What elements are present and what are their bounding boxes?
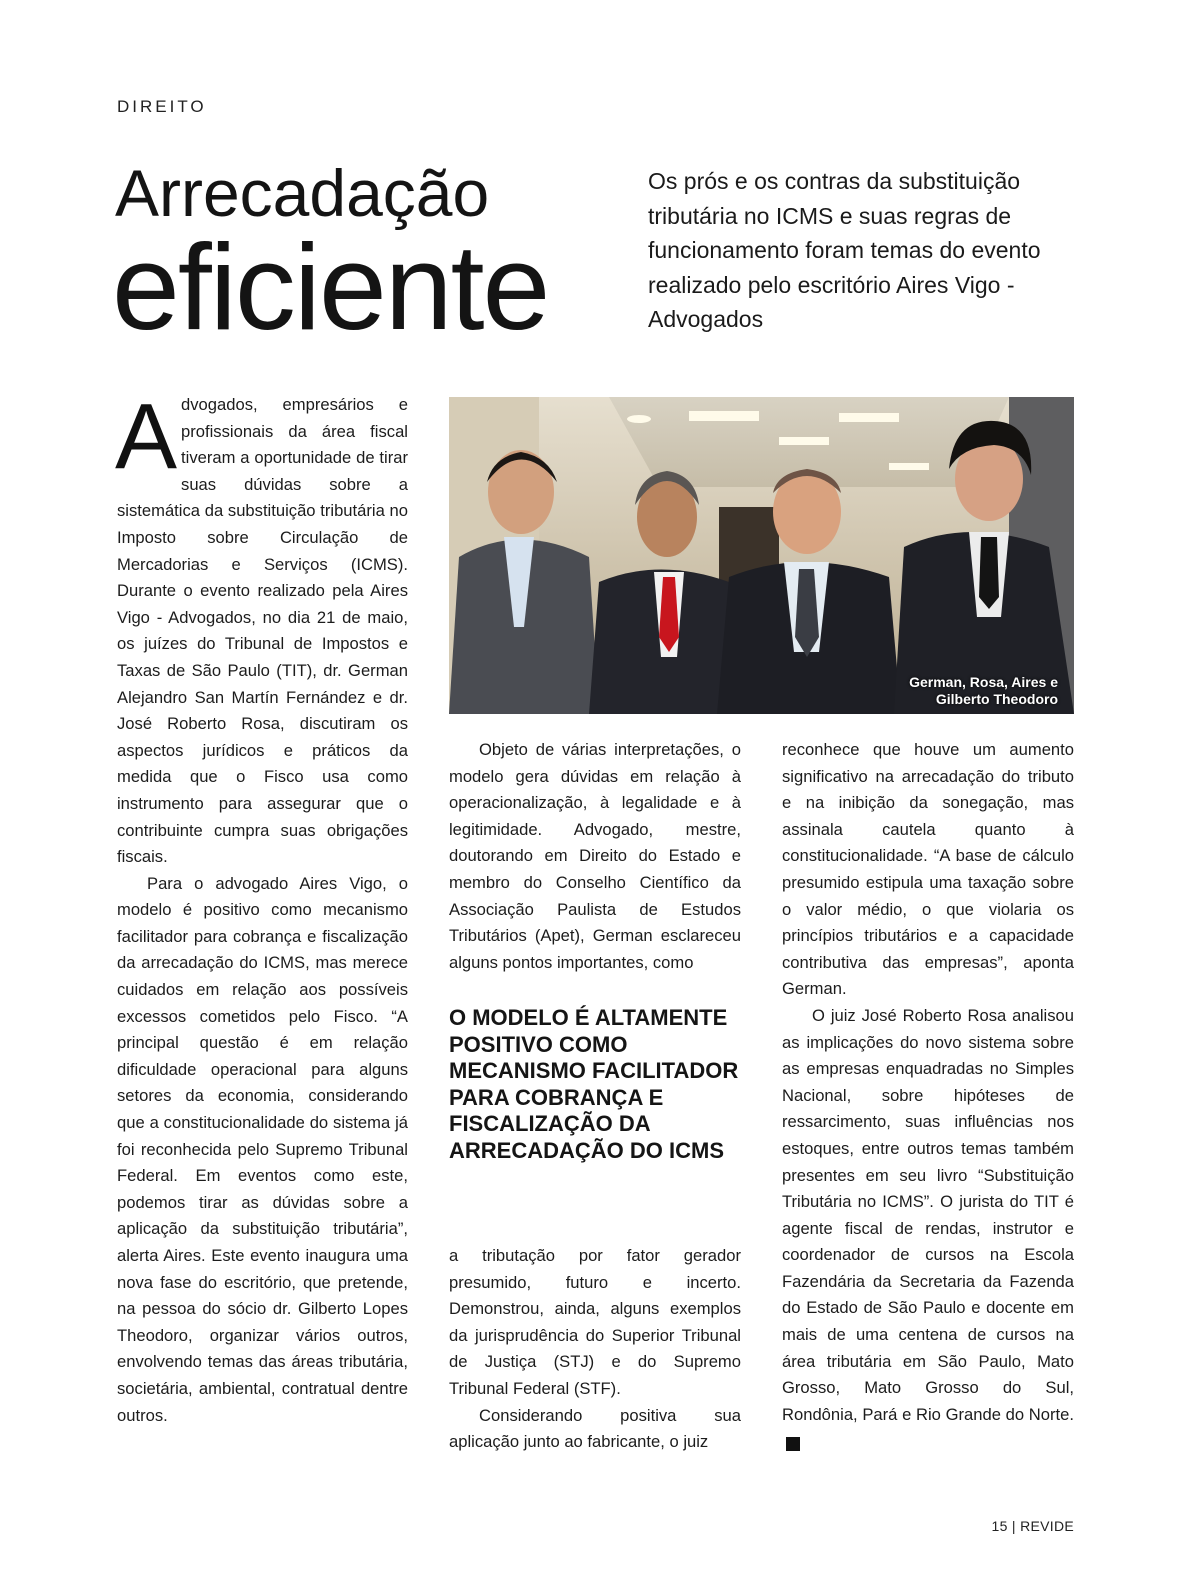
paragraph: Considerando positiva sua aplicação junto ao fabricante, o juiz	[449, 1405, 741, 1452]
page-footer	[992, 1518, 1074, 1534]
caption-line: Gilberto Theodoro	[935, 691, 1058, 707]
section-label: DIREITO	[117, 97, 207, 116]
paragraph: Para o advogado Aires Vigo, o modelo é positivo como mecanismo facilitador para cobrança e fiscalização da arrecadação do ICMS, mas merece cuidados em relação aos possíveis excessos cometidos pelo Fisco. “A principal questão é em relação dificuldade operacional para alguns setores da economia, considerando que a constitucionalidade do sistema já foi reconhecida pelo Supremo Tribunal Federal. Em eventos como este, podemos tirar as dúvidas sobre a aplicação da substituição tributária”, alerta Aires. Este evento inaugura uma nova fase do escritório, que pretende, na pessoa do sócio dr. Gilberto Lopes Theodoro, organizar vários outros, envolvendo temas das áreas tributária, societária, ambiental, contratual dentre outros.	[117, 873, 408, 1425]
headline-line-2: eficiente	[112, 219, 549, 355]
footer-separator: |	[1011, 1518, 1016, 1534]
pull-quote: O MODELO É ALTAMENTE POSITIVO COMO MECANISMO FACILITADOR PARA COBRANÇA E FISCALIZAÇÃO DA ARRECADAÇÃO DO ICMS	[449, 1005, 739, 1163]
lede-paragraph: Os prós e os contras da substituição tributária no ICMS e suas regras de funcionamento foram temas do evento realizado pelo escritório Aires Vigo - Advogados	[648, 168, 1041, 332]
paragraph-text: O juiz José Roberto Rosa analisou as implicações do novo sistema sobre as empresas enquadradas no Simples Nacional, sobre hipóteses de ressarcimento, suas influências nos estoques, entre outros temas também presentes em seu livro “Substituição Tributária no ICMS”. O jurista do TIT é agente fiscal de rendas, instrutor e coordenador de cursos na Escola Fazendária da Secretaria da Fazenda do Estado de São Paulo e docente em mais de uma centena de cursos na área tributária em São Paulo, Mato Grosso, Mato Grosso do Sul, Rondônia, Pará e Rio Grande do Norte.	[782, 1005, 1074, 1424]
event-photo	[449, 397, 1074, 714]
article-column-1	[115, 384, 408, 1429]
magazine-name: REVIDE	[1020, 1518, 1074, 1534]
paragraph: reconhece que houve um aumento significativo na arrecadação do tributo e na inibição da sonegação, mas assinala cautela quanto à constitucionalidade. “A base de cálculo presumido estipula uma taxação sobre o valor médio, o que violaria os princípios tributários e a capacidade contributiva das empresas”, aponta German.	[782, 740, 1074, 999]
paragraph	[115, 384, 408, 871]
photo-illustration	[449, 397, 1074, 714]
caption-line: German, Rosa, Aires e	[909, 674, 1058, 690]
paragraph: Objeto de várias interpretações, o modelo gera dúvidas em relação à operacionalização, à legalidade e à legitimidade. Advogado, mestre, doutorando em Direito do Estado e membro do Conselho Científico da Associação Paulista de Estudos Tributários (Apet), German esclareceu alguns pontos importantes, como	[449, 740, 741, 972]
photo-caption	[909, 674, 1058, 708]
paragraph	[782, 1003, 1074, 1455]
article-column-2-bottom	[449, 1243, 741, 1456]
end-of-article-icon: r	[786, 1437, 800, 1451]
paragraph: a tributação por fator gerador presumido, futuro e incerto. Demonstrou, ainda, alguns exemplos da jurisprudência do Superior Tribunal de Justiça (STJ) e do Supremo Tribunal Federal (STF).	[449, 1246, 741, 1398]
article-column-3	[782, 737, 1074, 1455]
paragraph-text: dvogados, empresários e profissionais da área fiscal tiveram a oportunidade de tirar suas dúvidas sobre a sistemática da substituição tributária no Imposto sobre Circulação de Mercadorias e Serviços (ICMS). Durante o evento realizado pela Aires Vigo - Advogados, no dia 21 de maio, os juízes do Tribunal de Impostos e Taxas de São Paulo (TIT), dr. German Alejandro San Martín Fernández e dr. José Roberto Rosa, discutiram os aspectos jurídicos e práticos da medida que o Fisco usa como instrumento para assegurar que o contribuinte cumpra suas obrigações fiscais.	[117, 395, 408, 867]
article-column-2-top	[449, 737, 741, 976]
page-number: 15	[991, 1518, 1008, 1534]
drop-cap: A	[115, 384, 178, 488]
headline-line-1: Arrecadação	[115, 156, 490, 230]
